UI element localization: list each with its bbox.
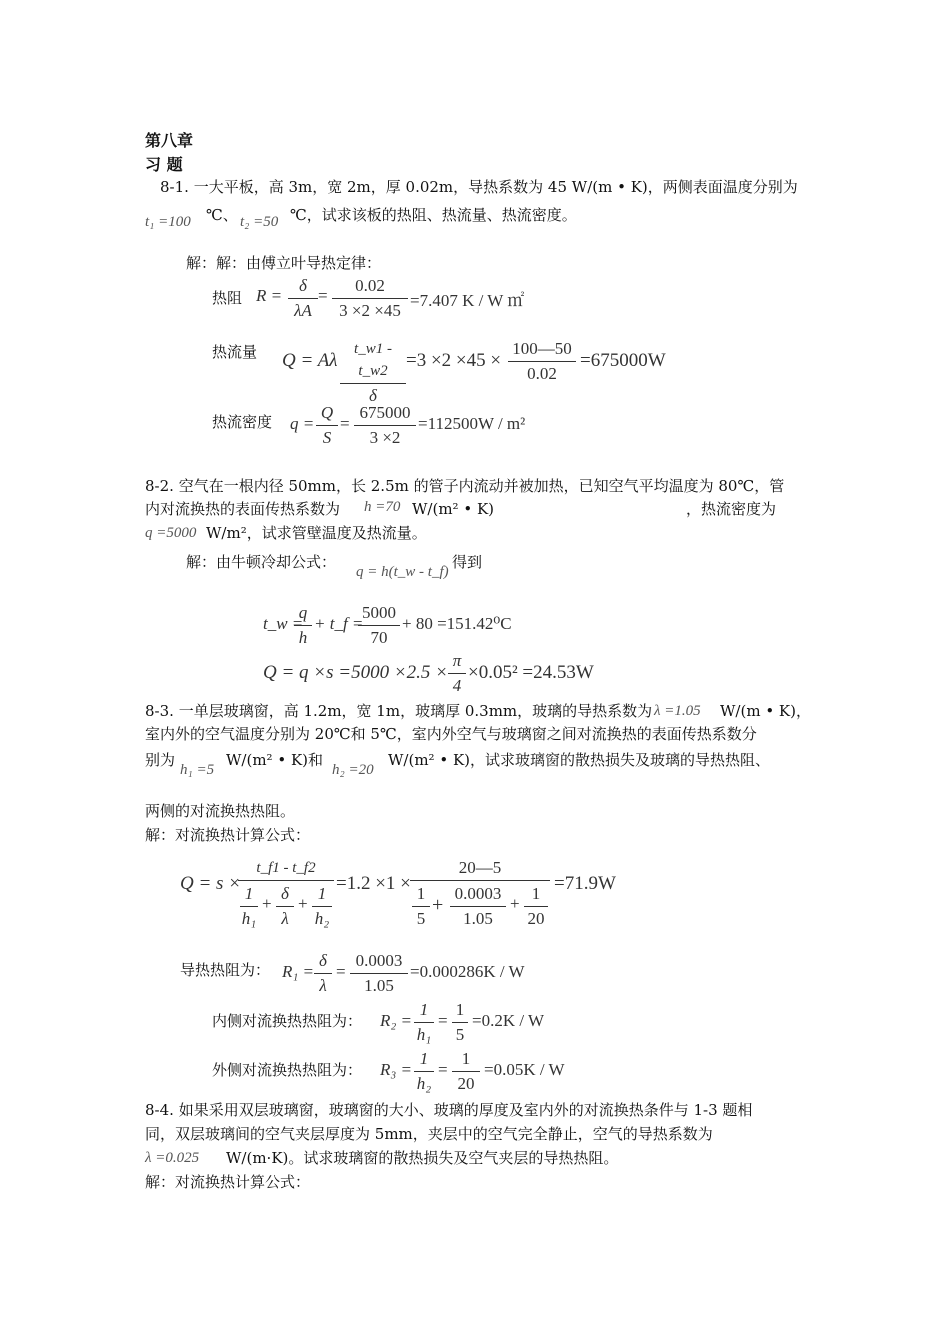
solution-8-3-intro: 解：对流换热计算公式： [145,826,311,844]
h-value: h =70 [364,499,401,515]
tw-fraction-1: q h [294,602,312,649]
t2-value: t₂ =50 [240,214,279,230]
r3-equals: = [438,1060,448,1079]
problem-8-3-line2: 室内外的空气温度分别为 20℃和 5℃，室内外空气与玻璃窗之间对流换热的表面传热系数分 [145,725,757,743]
problem-8-3-line1b: W/(m • K)， [720,702,811,720]
deg-separator: ℃、 [206,206,238,224]
Q-8-3-result: =71.9W [554,873,616,894]
qd-fraction-2: 675000 3 ×2 [354,402,416,449]
t1-value: t₁ =100 [145,214,191,230]
r-result: =7.407 K / W ㎡ [410,291,525,310]
problem-8-2-line1: 8-2. 空气在一根内径 50mm，长 2.5m 的管子内流动并被加热，已知空气平均温度为 80℃，管 [145,477,785,495]
h1-value: h₁ =5 [180,762,215,778]
tw-lhs: t_w = [263,614,304,633]
r2-result: =0.2K / W [472,1011,545,1030]
Q-8-3-mid: =1.2 ×1 × [336,873,411,894]
r1-fraction-1: δ λ [314,950,332,997]
h1-unit: W/(m² • K)和 [226,751,324,769]
get-text: 得到 [452,553,483,571]
r3-fraction-2: 1 20 [452,1048,480,1095]
r-equals: = [318,286,328,305]
q-lhs: Q = Aλ [282,350,338,371]
problem-8-2-line3: W/m²，试求管壁温度及热流量。 [206,524,427,542]
r1-lhs: R₁ = [282,962,315,981]
r1-label: 导热热阻为： [180,961,271,979]
r3-result: =0.05K / W [484,1060,565,1079]
q-fraction-1: t_w1 - t_w2 δ [340,338,406,407]
r2-fraction-2: 1 5 [452,999,468,1046]
q-fraction-2: 100—50 0.02 [508,338,576,385]
newton-formula: q = h(t_w - t_f) [356,564,449,580]
Q-8-2-result: ×0.05² =24.53W [468,662,594,683]
tw-fraction-2: 5000 70 [358,602,400,649]
qd-equals: = [340,414,350,433]
problem-8-2-line2b: ，热流密度为 [686,500,777,518]
qd-label: 热流密度 [212,413,273,431]
r2-fraction-1: 1 h₁ [414,999,434,1046]
r-fraction-1: δ λA [288,275,318,322]
q-value: q =5000 [145,525,197,541]
q-mid: =3 ×2 ×45 × [406,350,502,371]
problem-8-1-line2: ℃，试求该板的热阻、热流量、热流密度。 [290,206,577,224]
r1-fraction-2: 0.0003 1.05 [350,950,408,997]
tw-result: + 80 =151.42⁰C [402,614,512,633]
r3-fraction-1: 1 h₂ [414,1048,434,1095]
chapter-title: 第八章 [145,131,194,150]
problem-8-4-line1: 8-4. 如果采用双层玻璃窗，玻璃窗的大小、玻璃的厚度及室内外的对流换热条件与 1-3 题相 [145,1101,753,1119]
Q-8-3-fraction-2: 20—5 1 5 + 0.0003 1.05 + 1 20 [410,858,550,927]
problem-8-3-line1a: 8-3. 一单层玻璃窗，高 1.2m，宽 1m，玻璃厚 0.3mm，玻璃的导热系数为 [145,702,653,720]
r1-equals: = [336,962,346,981]
Q-8-3-lhs: Q = s × [180,873,242,894]
qd-lhs: q = [290,414,315,433]
problem-8-2-line2a: 内对流换热的表面传热系数为 [145,500,341,518]
h2-value: h₂ =20 [332,762,374,778]
r2-label: 内侧对流换热热阻为： [212,1012,363,1030]
lambda-air-value: λ =0.025 [145,1150,200,1166]
r3-label: 外侧对流换热热阻为： [212,1061,363,1079]
r-label: 热阻 [212,289,243,307]
r-fraction-2: 0.02 3 ×2 ×45 [332,275,408,322]
r-lhs: R = [256,286,283,305]
h-unit: W/(m² • K) [412,500,495,518]
Q-8-2-fraction: π 4 [448,650,466,697]
problem-8-3-line3b: W/(m² • K)，试求玻璃窗的散热损失及玻璃的导热热阻、 [388,751,771,769]
problem-8-4-line3: W/(m·K)。试求玻璃窗的散热损失及空气夹层的导热热阻。 [226,1149,619,1167]
r2-lhs: R₂ = [380,1011,413,1030]
solution-8-2-intro: 解：由牛顿冷却公式： [186,553,337,571]
problem-8-4-line2: 同，双层玻璃间的空气夹层厚度为 5mm，夹层中的空气完全静止，空气的导热系数为 [145,1125,713,1143]
tw-mid: + t_f = [314,614,364,633]
Q-8-3-fraction-1: t_f1 - t_f2 1 h₁ + δ λ + 1 h₂ [238,858,334,927]
problem-8-1-line1: 8-1. 一大平板，高 3m，宽 2m，厚 0.02m，导热系数为 45 W/(m • K)，两侧表面温度分别为 [160,178,798,196]
Q-8-2-lhs: Q = q ×s =5000 ×2.5 × [263,662,448,683]
r2-equals: = [438,1011,448,1030]
solution-8-1-intro: 解：解：由傅立叶导热定律： [186,254,382,272]
lambda-value: λ =1.05 [654,703,701,719]
section-subtitle: 习 题 [145,155,183,174]
solution-8-4-intro: 解：对流换热计算公式： [145,1173,311,1191]
q-result: =675000W [580,350,666,371]
q-label: 热流量 [212,343,258,361]
problem-8-3-line3a: 别为 [145,751,176,769]
qd-fraction-1: Q S [316,402,338,449]
r1-result: =0.000286K / W [410,962,525,981]
qd-result: =112500W / m² [418,414,526,433]
problem-8-3-line4: 两侧的对流换热热阻。 [145,802,296,820]
r3-lhs: R₃ = [380,1060,413,1079]
